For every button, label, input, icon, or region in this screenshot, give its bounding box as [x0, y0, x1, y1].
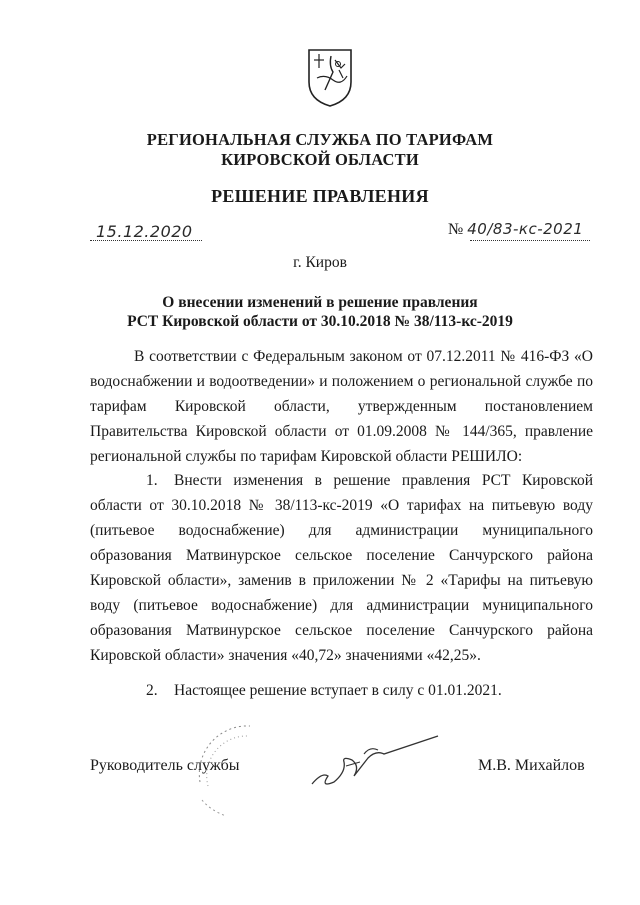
city: г. Киров — [293, 254, 347, 271]
number-value: 40/83-кс-2021 — [467, 220, 584, 238]
signer-name: М.В. Михайлов — [478, 757, 585, 774]
item-number: 2. — [146, 682, 158, 699]
list-item — [90, 678, 593, 703]
org-name-line2: КИРОВСКОЙ ОБЛАСТИ — [221, 150, 419, 169]
org-name-line1: РЕГИОНАЛЬНАЯ СЛУЖБА ПО ТАРИФАМ — [146, 130, 494, 149]
item-text: Внести изменения в решение правления РСТ Кировской области от 30.10.2018 № 38/113-кс-2019 «О тарифах на питьевую воду (питьевое водоснабжение) для администрации муниципального образования Матвинурское сельское поселение Санчурского района Кировской области», заменив в приложении № 2 «Тарифы на питьевую воду (питьевое водоснабжение) для администрации муниципального образования Матвинурское сельское поселение Санчурского района Кировской области» значения «40,72» значениями «42,25». — [90, 472, 593, 664]
preamble-paragraph: В соответствии с Федеральным законом от 07.12.2011 № 416-ФЗ «О водоснабжении и водоотведении» и положением о региональной службе по тарифам Кировской области, утвержденным постановлением Правительства Кировской области от 01.09.2008 № 144/365, правление региональной службы по тарифам Кировской области РЕШИЛО: — [90, 348, 593, 465]
number-underline — [470, 240, 590, 241]
coat-of-arms-kirov-icon — [305, 46, 355, 108]
document-date: 15.12.2020 — [96, 222, 193, 241]
date-underline — [90, 240, 202, 241]
document-number — [448, 220, 583, 239]
subject-line1: О внесении изменений в решение правления — [162, 294, 478, 311]
list-item — [90, 468, 593, 668]
item-text: Настоящее решение вступает в силу с 01.01.2021. — [174, 682, 502, 699]
number-sign: № — [448, 221, 464, 238]
subject-line2: РСТ Кировской области от 30.10.2018 № 38/113-кс-2019 — [127, 313, 513, 330]
item-number: 1. — [146, 472, 158, 489]
document-title: РЕШЕНИЕ ПРАВЛЕНИЯ — [211, 186, 429, 206]
handwritten-signature-icon — [298, 732, 448, 792]
signer-position: Руководитель службы — [90, 757, 240, 774]
